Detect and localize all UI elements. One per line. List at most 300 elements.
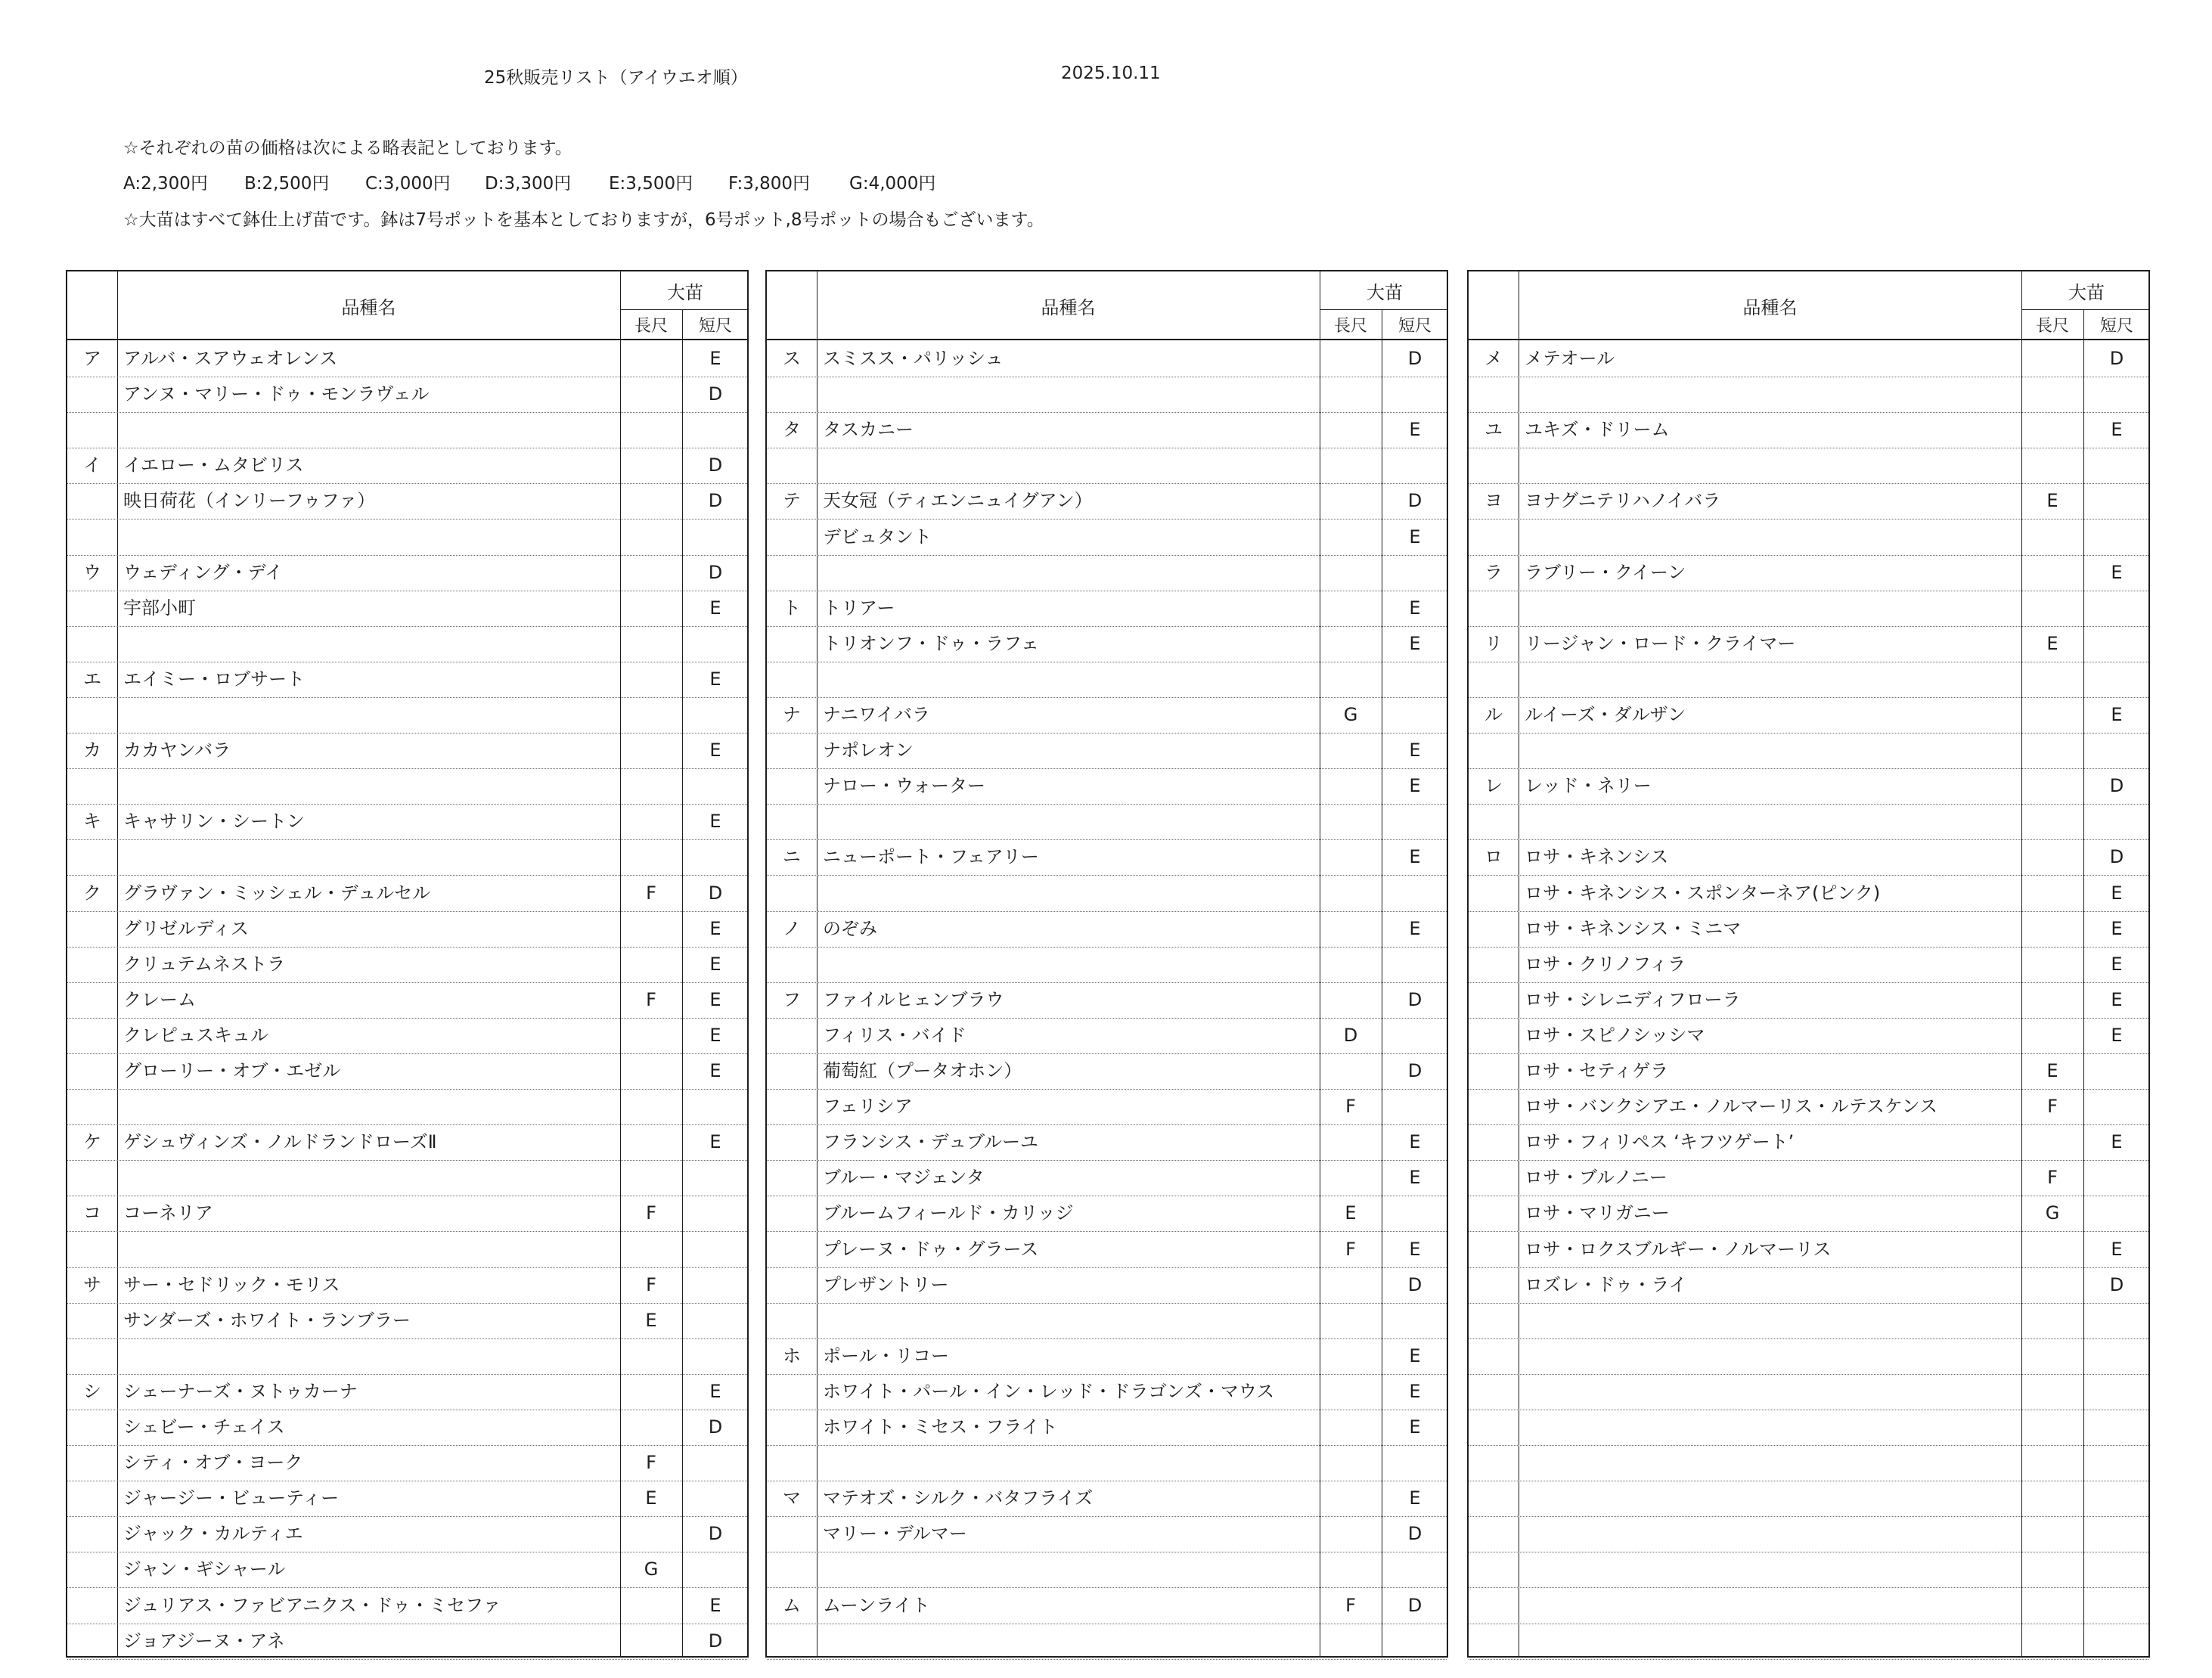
kana-index: メ [1484, 348, 1503, 369]
short-price: E [709, 953, 721, 975]
table-row [767, 876, 1447, 912]
table-row [767, 1196, 1447, 1232]
short-price: D [1407, 1273, 1422, 1295]
variety-name: ロサ・キネンシス [1525, 846, 1669, 868]
variety-name: のぞみ [823, 917, 877, 939]
short-price: E [1409, 1345, 1421, 1366]
header-divider [767, 339, 1447, 340]
kana-index: タ [783, 419, 801, 441]
variety-name: ロサ・マリガニー [1525, 1202, 1670, 1224]
table-row [67, 1196, 747, 1232]
variety-name: グリゼルディス [123, 917, 249, 939]
short-price: E [709, 1060, 721, 1081]
table-row [67, 982, 747, 1019]
variety-name: サンダーズ・ホワイト・ランブラー [123, 1309, 411, 1331]
variety-name: リージャン・ロード・クライマー [1525, 632, 1796, 654]
variety-name: ファイルヒェンブラウ [823, 988, 1004, 1010]
short-price: E [1409, 775, 1421, 797]
short-price: E [1409, 1487, 1421, 1509]
table-row [767, 1445, 1447, 1481]
variety-name: マテオズ・シルク・バタフライズ [823, 1487, 1094, 1509]
table-row [67, 1124, 747, 1161]
short-price: E [2111, 704, 2123, 725]
variety-name: アルバ・スアウェオレンス [123, 348, 338, 369]
table-row [67, 555, 747, 591]
price-code: F:3,800円 [728, 174, 811, 194]
document-date: 2025.10.11 [1061, 64, 1161, 83]
table-row [67, 591, 747, 627]
table-row [67, 947, 747, 983]
variety-name: マリー・デルマー [823, 1523, 967, 1545]
long-price: F [646, 1202, 656, 1224]
variety-name: スミスス・パリッシュ [823, 348, 1004, 369]
variety-name: ロサ・ロクスブルギー・ノルマーリス [1525, 1238, 1832, 1260]
table-row [1469, 839, 2148, 876]
table-row [67, 1410, 747, 1446]
short-price: D [1407, 1594, 1422, 1616]
long-price: G [2045, 1202, 2060, 1224]
table-row [767, 911, 1447, 948]
table-row [67, 1516, 747, 1552]
variety-name: ロサ・キネンシス・ミニマ [1525, 917, 1742, 939]
kana-index: ラ [1484, 561, 1503, 583]
variety-name: トリアー [823, 597, 895, 619]
table-row [1469, 768, 2148, 805]
table-row [67, 662, 747, 698]
long-price: E [645, 1487, 657, 1509]
table-row [1469, 804, 2148, 840]
table-row [67, 1374, 747, 1410]
variety-name: ナポレオン [823, 740, 914, 761]
table-row [1469, 1552, 2148, 1588]
table-row [1469, 1624, 2148, 1660]
long-price: G [644, 1559, 659, 1580]
variety-name: シティ・オブ・ヨーク [123, 1452, 303, 1474]
variety-name: メテオール [1525, 348, 1615, 369]
variety-name: プレザントリー [823, 1273, 949, 1295]
table-row [767, 1516, 1447, 1552]
table-row [1469, 1267, 2148, 1304]
kana-index: リ [1484, 632, 1503, 654]
table-row [1469, 1303, 2148, 1339]
variety-name: ウェディング・デイ [123, 561, 283, 583]
variety-name: アンヌ・マリー・ドゥ・モンラヴェル [123, 383, 430, 405]
table-row [1469, 1481, 2148, 1517]
long-price: E [2046, 1060, 2058, 1081]
kana-index: ム [783, 1594, 801, 1616]
pot-note: ☆大苗はすべて鉢仕上げ苗です。鉢は7号ポットを基本としておりますが，6号ポット,8号ポットの場合もございます。 [123, 210, 1044, 230]
variety-table-3 [1467, 270, 2150, 1658]
header-large-seedling: 大苗 [667, 282, 703, 303]
table-row [67, 1018, 747, 1054]
short-price: E [709, 1024, 721, 1046]
long-price: E [2046, 632, 2058, 654]
kana-index: ア [83, 348, 101, 369]
table-row [1469, 555, 2148, 591]
long-price: E [1345, 1202, 1357, 1224]
table-row [767, 1124, 1447, 1161]
long-price: E [645, 1309, 657, 1331]
table-row [767, 1232, 1447, 1268]
short-price: D [708, 383, 723, 405]
price-code: G:4,000円 [849, 174, 936, 194]
table-row [67, 804, 747, 840]
variety-name: ロサ・クリノフィラ [1525, 953, 1686, 975]
long-price: F [646, 882, 656, 904]
table-row [1469, 1338, 2148, 1375]
table-row [67, 768, 747, 805]
short-price: D [708, 1630, 723, 1652]
long-price: F [1345, 1096, 1356, 1118]
table-row [67, 1481, 747, 1517]
short-price: D [708, 1523, 723, 1545]
table-row [67, 1053, 747, 1090]
table-row [767, 982, 1447, 1019]
table-row [767, 804, 1447, 840]
table-row [1469, 1018, 2148, 1054]
table-row [1469, 341, 2148, 377]
table-row [767, 947, 1447, 983]
short-price: E [2111, 1024, 2123, 1046]
table-row [767, 483, 1447, 520]
document-title: 25秋販売リスト（アイウエオ順） [484, 68, 748, 88]
table-row [67, 1445, 747, 1481]
variety-name: デビュタント [823, 526, 932, 547]
short-price: E [1409, 917, 1421, 939]
table-row [767, 341, 1447, 377]
short-price: D [2109, 348, 2124, 369]
long-price: F [1345, 1594, 1356, 1616]
short-price: E [709, 811, 721, 833]
variety-name: ロサ・セティゲラ [1525, 1060, 1669, 1081]
header-long: 長尺 [1333, 317, 1367, 336]
short-price: D [1407, 1523, 1422, 1545]
kana-index: コ [83, 1202, 101, 1224]
variety-name: ロサ・フィリペス ‘キフツゲート’ [1525, 1131, 1795, 1153]
variety-name: クリュテムネストラ [123, 953, 286, 975]
header-short: 短尺 [1398, 317, 1432, 336]
table-row [1469, 1089, 2148, 1125]
variety-name: フランシス・デュブルーユ [823, 1131, 1038, 1153]
table-row [767, 768, 1447, 805]
short-price: E [709, 917, 721, 939]
table-row [767, 1018, 1447, 1054]
table-row [1469, 1160, 2148, 1196]
kana-index: ニ [783, 846, 801, 868]
table-row [67, 1624, 747, 1660]
long-price: E [2046, 490, 2058, 512]
table-row [67, 697, 747, 734]
short-price: E [2111, 1131, 2123, 1153]
short-price: E [2111, 419, 2123, 441]
variety-name: イエロー・ムタビリス [123, 454, 304, 476]
price-code: A:2,300円 [123, 174, 208, 194]
variety-name: ホワイト・パール・イン・レッド・ドラゴンズ・マウス [823, 1380, 1275, 1402]
short-price: E [1409, 846, 1421, 868]
table-row [767, 1624, 1447, 1660]
table-row [767, 1552, 1447, 1588]
table-row [67, 412, 747, 448]
variety-name: ラブリー・クイーン [1525, 561, 1686, 583]
short-price: E [1409, 632, 1421, 654]
variety-name: ポール・リコー [823, 1345, 950, 1366]
variety-name: ロサ・スピノシッシマ [1525, 1024, 1705, 1046]
table-row [67, 911, 747, 948]
variety-name: 天女冠（ティエンニュイグアン） [823, 490, 1093, 512]
short-price: E [709, 348, 721, 369]
variety-name: 葡萄紅（プータオホン） [823, 1060, 1022, 1081]
variety-name: シェビー・チェイス [123, 1416, 285, 1438]
header-short: 短尺 [698, 317, 732, 336]
short-price: D [1407, 1060, 1422, 1081]
long-price: F [2047, 1167, 2058, 1189]
short-price: E [1409, 1131, 1421, 1153]
table-row [1469, 982, 2148, 1019]
variety-name: ロサ・バンクシアエ・ノルマーリス・ルテスケンス [1525, 1096, 1937, 1118]
short-price: E [709, 668, 721, 690]
table-row [1469, 947, 2148, 983]
table-row [1469, 412, 2148, 448]
header-long: 長尺 [634, 317, 668, 336]
header-short: 短尺 [2099, 317, 2133, 336]
variety-name: ジュリアス・ファビアニクス・ドゥ・ミセファ [123, 1594, 501, 1616]
table-row [67, 733, 747, 769]
short-price: D [708, 1416, 723, 1438]
short-price: D [708, 454, 723, 476]
kana-index: エ [83, 668, 101, 690]
long-price: G [1343, 704, 1358, 725]
long-price: D [1343, 1024, 1358, 1046]
variety-name: ゲシュヴィンズ・ノルドランドローズⅡ [123, 1131, 437, 1153]
table-row [67, 483, 747, 520]
short-price: D [1407, 490, 1422, 512]
variety-name: ブルー・マジェンタ [823, 1167, 985, 1189]
table-row [767, 377, 1447, 413]
table-row [767, 591, 1447, 627]
table-row [67, 1588, 747, 1624]
table-row [767, 520, 1447, 556]
kana-index: ホ [783, 1345, 801, 1366]
variety-name: ロズレ・ドゥ・ライ [1525, 1273, 1687, 1295]
variety-name: ロサ・キネンシス・スポンターネア(ピンク) [1525, 882, 1881, 904]
variety-name: シェーナーズ・ヌトゥカーナ [123, 1380, 358, 1402]
table-row [67, 1089, 747, 1125]
table-row [767, 1053, 1447, 1090]
long-price: F [646, 988, 656, 1010]
short-price: E [2111, 1238, 2123, 1260]
long-price: F [646, 1452, 656, 1474]
table-row [1469, 697, 2148, 734]
variety-name: レッド・ネリー [1525, 775, 1652, 797]
variety-name: ジャン・ギシャール [123, 1559, 286, 1580]
header-variety-name: 品種名 [1041, 297, 1096, 318]
kana-index: ナ [783, 704, 801, 725]
variety-name: エイミー・ロブサート [123, 668, 305, 690]
header-divider [2021, 309, 2148, 310]
table-row [67, 1303, 747, 1339]
variety-name: フェリシア [823, 1096, 913, 1118]
table-row [1469, 520, 2148, 556]
table-row [1469, 733, 2148, 769]
variety-name: ジャック・カルティエ [123, 1523, 303, 1545]
variety-name: ホワイト・ミセス・フライト [823, 1416, 1058, 1438]
table-row [767, 1374, 1447, 1410]
table-row [767, 697, 1447, 734]
table-row [67, 626, 747, 662]
variety-name: ジャージー・ビューティー [123, 1487, 340, 1509]
table-row [767, 1338, 1447, 1375]
variety-name: ヨナグニテリハノイバラ [1525, 490, 1721, 512]
table-row [1469, 1410, 2148, 1446]
long-price: F [2047, 1096, 2058, 1118]
header-long: 長尺 [2035, 317, 2069, 336]
table-row [67, 1338, 747, 1375]
variety-name: クレピュスキュル [123, 1024, 268, 1046]
table-row [767, 839, 1447, 876]
variety-name: ナニワイバラ [823, 704, 930, 725]
price-note: ☆それぞれの苗の価格は次による略表記としております。 [123, 138, 572, 158]
header-variety-name: 品種名 [341, 297, 396, 318]
short-price: D [708, 490, 723, 512]
kana-index: ウ [83, 561, 101, 583]
table-row [67, 520, 747, 556]
table-row [1469, 483, 2148, 520]
kana-index: マ [783, 1487, 801, 1509]
variety-name: フィリス・バイド [823, 1024, 966, 1046]
short-price: E [2111, 953, 2123, 975]
variety-name: タスカニー [823, 419, 914, 441]
variety-name: クレーム [123, 988, 196, 1010]
variety-name: 映日荷花（インリーフゥファ） [123, 490, 376, 512]
short-price: E [1409, 597, 1421, 619]
short-price: E [1409, 1167, 1421, 1189]
short-price: E [1409, 526, 1421, 547]
table-row [67, 1232, 747, 1268]
table-row [1469, 1232, 2148, 1268]
table-row [67, 839, 747, 876]
short-price: D [2109, 846, 2124, 868]
short-price: D [1407, 348, 1422, 369]
table-row [767, 1089, 1447, 1125]
table-row [1469, 1196, 2148, 1232]
short-price: E [1409, 1238, 1421, 1260]
variety-name: ロサ・シレニディフローラ [1525, 988, 1741, 1010]
table-row [1469, 377, 2148, 413]
short-price: D [1407, 988, 1422, 1010]
variety-name: 宇部小町 [123, 597, 196, 619]
table-row [1469, 1588, 2148, 1624]
kana-index: カ [83, 740, 101, 761]
table-row [67, 876, 747, 912]
table-row [67, 341, 747, 377]
price-code: D:3,300円 [485, 174, 572, 194]
kana-index: ノ [783, 917, 801, 939]
variety-name: キャサリン・シートン [123, 811, 305, 833]
short-price: E [709, 988, 721, 1010]
kana-index: ユ [1484, 419, 1503, 441]
kana-index: キ [83, 811, 101, 833]
variety-name: ジョアジーヌ・アネ [123, 1630, 285, 1652]
short-price: E [709, 740, 721, 761]
table-row [767, 555, 1447, 591]
kana-index: イ [83, 454, 101, 476]
table-row [767, 662, 1447, 698]
kana-index: サ [83, 1273, 101, 1295]
short-price: E [1409, 1380, 1421, 1402]
variety-name: ルイーズ・ダルザン [1525, 704, 1686, 725]
header-large-seedling: 大苗 [2068, 282, 2105, 303]
price-code: C:3,000円 [365, 174, 451, 194]
header-divider [67, 339, 747, 340]
kana-index: ク [83, 882, 101, 904]
table-row [67, 1160, 747, 1196]
short-price: E [709, 1594, 721, 1616]
variety-name: サー・セドリック・モリス [123, 1273, 340, 1295]
kana-index: ケ [83, 1131, 101, 1153]
kana-index: テ [783, 490, 801, 512]
kana-index: ロ [1484, 846, 1503, 868]
long-price: F [1345, 1238, 1356, 1260]
price-code: E:3,500円 [609, 174, 693, 194]
table-row [1469, 876, 2148, 912]
short-price: E [1409, 1416, 1421, 1438]
variety-name: トリオンフ・ドゥ・ラフェ [823, 632, 1039, 654]
table-row [67, 1267, 747, 1304]
table-row [767, 626, 1447, 662]
variety-table-1 [66, 270, 749, 1658]
kana-index: フ [783, 988, 801, 1010]
short-price: E [2111, 882, 2123, 904]
table-row [767, 1481, 1447, 1517]
header-variety-name: 品種名 [1742, 297, 1798, 318]
short-price: E [1409, 419, 1421, 441]
header-divider [1469, 339, 2148, 340]
variety-name: カカヤンバラ [123, 740, 231, 761]
table-row [67, 377, 747, 413]
table-row [767, 448, 1447, 484]
variety-name: ユキズ・ドリーム [1525, 419, 1670, 441]
variety-name: ナロー・ウォーター [823, 775, 986, 797]
table-row [1469, 662, 2148, 698]
variety-name: ムーンライト [823, 1594, 930, 1616]
price-code: B:2,500円 [244, 174, 330, 194]
variety-name: プレーヌ・ドゥ・グラース [823, 1238, 1039, 1260]
variety-name: ニューポート・フェアリー [823, 846, 1039, 868]
kana-index: ト [783, 597, 801, 619]
short-price: D [708, 561, 723, 583]
table-row [767, 733, 1447, 769]
kana-index: ヨ [1484, 490, 1503, 512]
short-price: E [709, 1131, 721, 1153]
table-row [767, 1160, 1447, 1196]
short-price: E [2111, 988, 2123, 1010]
kana-index: レ [1484, 775, 1503, 797]
table-row [1469, 591, 2148, 627]
table-row [67, 1552, 747, 1588]
short-price: D [2109, 1273, 2124, 1295]
table-row [67, 448, 747, 484]
table-row [767, 1267, 1447, 1304]
table-row [1469, 911, 2148, 948]
table-row [1469, 626, 2148, 662]
variety-name: コーネリア [123, 1202, 213, 1224]
header-large-seedling: 大苗 [1367, 282, 1403, 303]
short-price: D [2109, 775, 2124, 797]
short-price: E [2111, 561, 2123, 583]
short-price: E [709, 597, 721, 619]
long-price: F [646, 1273, 656, 1295]
table-row [1469, 1124, 2148, 1161]
